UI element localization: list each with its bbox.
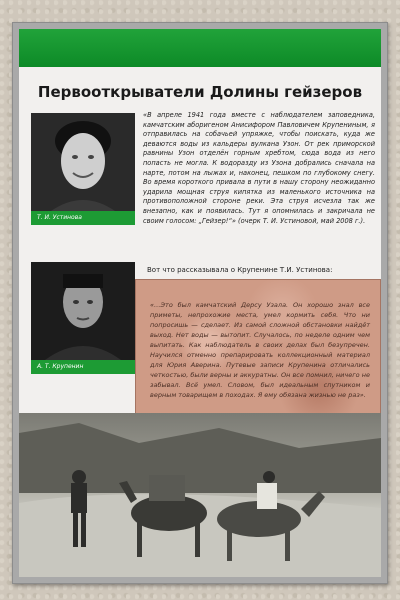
photo-caption: Т. И. Устинова bbox=[31, 211, 135, 225]
expedition-scene bbox=[19, 413, 381, 577]
header-band bbox=[19, 29, 381, 67]
info-panel bbox=[19, 29, 381, 577]
expedition-photo bbox=[19, 413, 381, 577]
memoir-text: «…Это был камчатский Дерсу Узала. Он хорошо знал все приметы, непрохожие места, умел кормить себя. Что ни попросишь — сделает. Из самой сложной обстановки найдёт выход. Нет воды — вытопит. Случалось, по неделе одним чем выпитать. Как наблюдатель в своих делах был безупречен. Научился отменно препарировать коллекционный материал для Юрия Аверина. Путевые записи Крупенина отличались четкостью, были верны и аккуратны. Он все помнил, ничего не забывал. Всё умел. Словом, был идеальным спутником и верным товарищем в походах. Я ему обязана жизнью не раз». bbox=[150, 301, 370, 399]
portrait-photo bbox=[31, 113, 135, 211]
intro-line: Вот что рассказывала о Крупенине Т.И. Устинова: bbox=[147, 266, 333, 274]
portrait-ustinova bbox=[31, 113, 135, 225]
display-frame bbox=[12, 22, 388, 584]
poster-title: Первооткрыватели Долины гейзеров bbox=[37, 83, 363, 101]
portrait-krupenin bbox=[31, 262, 135, 374]
portrait-photo bbox=[31, 262, 135, 360]
photo-caption: А. Т. Крупенин bbox=[31, 360, 135, 374]
quote-paragraph: «В апреле 1941 года вместе с наблюдателем заповедника, камчатским аборигеном Анисифором Павловичем Крупениным, я отправилась на собачьей упряжке, чтобы поискать, куда же деваются воды из кальдеры вулкана Узон. От рек приморской равнины Узон отделён горным хребтом, сюда вода из него попасть не могла. К водоразду из Узона добрались сначала на нарте, потом на лыжах и, наконец, пешком по глубокому снегу. Во время короткого привала в пути в нашу сторону неожиданно ударила мощная струя кипятка из маленького источника на противоположной стороне реки. Эта струя исчезла так же внезапно, как и появилась. Тут я опомнилась и закричала не своим голосом: „Гейзер!“» (очерк Т. И. Устиновой, май 2008 г.). bbox=[143, 111, 375, 225]
